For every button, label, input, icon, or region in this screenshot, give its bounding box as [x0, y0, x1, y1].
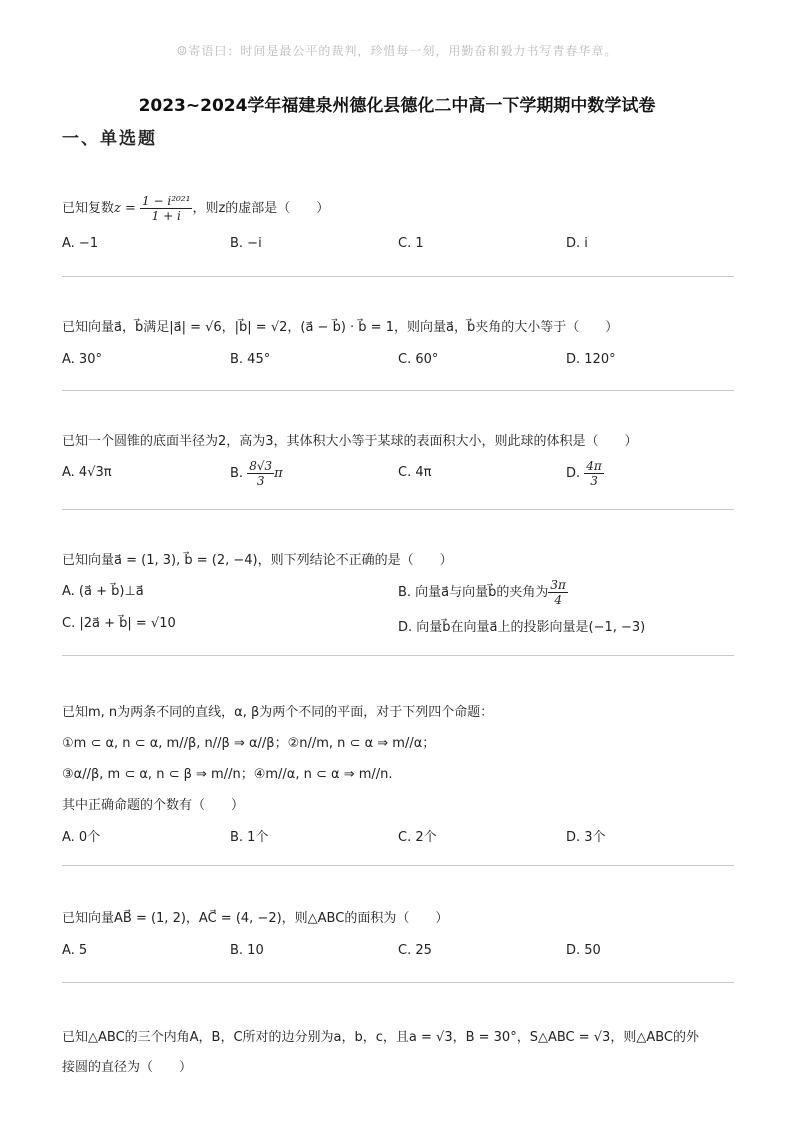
q3-option-b-label: B.	[230, 466, 244, 481]
q5-stem-line-3: ③α//β, m ⊂ α, n ⊂ β ⇒ m//n；④m//α, n ⊂ α ⇒ m//n.	[62, 767, 393, 782]
q1-fraction	[140, 194, 192, 223]
question-3-stem: 已知一个圆锥的底面半径为2，高为3，其体积大小等于某球的表面积大小，则此球的体积是（ ）	[62, 434, 638, 449]
q5-option-a[interactable]: A. 0个	[62, 830, 101, 845]
q1-option-a[interactable]: A. −1	[62, 236, 99, 251]
q3-d-numerator: 4π	[586, 459, 602, 473]
q1-fraction-denominator: 1 + i	[151, 209, 181, 223]
q2-option-b[interactable]: B. 45°	[230, 352, 271, 367]
question-4-options-row-1	[62, 578, 734, 610]
q3-option-b-fraction	[247, 459, 274, 488]
section-heading: 一、单选题	[62, 129, 157, 149]
q4-b-numerator: 3π	[550, 578, 566, 592]
q1-variable: z =	[114, 201, 141, 216]
question-5-stem	[62, 697, 734, 821]
q4-option-b[interactable]	[398, 578, 568, 607]
question-3-options	[62, 459, 734, 495]
q5-option-b[interactable]: B. 1个	[230, 830, 269, 845]
q3-option-b[interactable]	[230, 459, 283, 488]
q7-stem-line-1: 已知△ABC的三个内角A，B，C所对的边分别为a，b，c，且a = √3，B = 30°，S△ABC = √3，则△ABC的外	[62, 1030, 699, 1045]
divider	[62, 865, 734, 866]
question-1-stem	[62, 194, 734, 223]
q5-stem-line-1: 已知m, n为两条不同的直线，α, β为两个不同的平面，对于下列四个命题：	[62, 705, 494, 720]
divider	[62, 390, 734, 391]
q2-option-a[interactable]: A. 30°	[62, 352, 102, 367]
q1-option-c[interactable]: C. 1	[398, 236, 424, 251]
q3-option-d-label: D.	[566, 466, 581, 481]
q3-option-a[interactable]: A. 4√3π	[62, 465, 112, 480]
q5-option-d[interactable]: D. 3个	[566, 830, 606, 845]
question-6-stem: 已知向量AB⃗ = (1, 2)，AC⃗ = (4, −2)，则△ABC的面积为（ ）	[62, 911, 449, 926]
q4-option-c[interactable]: C. |2a⃗ + b⃗| = √10	[62, 616, 176, 631]
q4-b-denominator: 4	[554, 593, 562, 607]
divider	[62, 655, 734, 656]
question-2-stem: 已知向量a⃗，b⃗满足|a⃗| = √6，|b⃗| = √2，(a⃗ − b⃗) · b⃗ = 1，则向量a⃗，b⃗夹角的大小等于（ ）	[62, 320, 619, 335]
q5-option-c[interactable]: C. 2个	[398, 830, 437, 845]
q3-d-denominator: 3	[590, 474, 598, 488]
motto-text: ☺寄语曰：时间是最公平的裁判，珍惜每一刻，用勤奋和毅力书写青春华章。	[176, 44, 618, 58]
question-4-stem: 已知向量a⃗ = (1, 3), b⃗ = (2, −4)，则下列结论不正确的是（ ）	[62, 553, 453, 568]
q3-option-d-fraction	[584, 459, 604, 488]
q3-option-d[interactable]	[566, 459, 604, 488]
q4-option-a[interactable]: A. (a⃗ + b⃗)⊥a⃗	[62, 584, 144, 599]
q4-option-b-label: B. 向量a⃗与向量b⃗的夹角为	[398, 585, 549, 600]
q6-option-b[interactable]: B. 10	[230, 943, 264, 958]
divider	[62, 276, 734, 277]
q1-option-b[interactable]: B. −i	[230, 236, 262, 251]
q1-stem-prefix: 已知复数	[62, 201, 115, 216]
q3-b-denominator: 3	[256, 474, 265, 488]
q6-option-c[interactable]: C. 25	[398, 943, 432, 958]
q4-option-b-fraction	[548, 578, 568, 607]
q5-stem-line-4: 其中正确命题的个数有（ ）	[62, 798, 245, 813]
q3-b-pi: π	[274, 466, 283, 481]
q5-stem-line-2: ①m ⊂ α, n ⊂ α, m//β, n//β ⇒ α//β；②n//m, n ⊂ α ⇒ m//α；	[62, 736, 436, 751]
q7-stem-line-2: 接圆的直径为（ ）	[62, 1060, 193, 1075]
q1-stem-suffix: ，则z的虚部是（ ）	[192, 201, 330, 216]
divider	[62, 982, 734, 983]
q2-option-c[interactable]: C. 60°	[398, 352, 439, 367]
q1-option-d[interactable]: D. i	[566, 236, 588, 251]
q4-option-d[interactable]: D. 向量b⃗在向量a⃗上的投影向量是(−1, −3)	[398, 620, 646, 635]
q3-b-numerator: 8√3	[249, 459, 273, 473]
q3-option-c[interactable]: C. 4π	[398, 465, 432, 480]
q6-option-d[interactable]: D. 50	[566, 943, 601, 958]
q6-option-a[interactable]: A. 5	[62, 943, 88, 958]
q1-fraction-numerator: 1 − i²⁰²¹	[142, 194, 191, 208]
question-7-stem	[62, 1023, 734, 1083]
exam-title: 2023~2024学年福建泉州德化县德化二中高一下学期期中数学试卷	[138, 96, 656, 116]
divider	[62, 509, 734, 510]
q2-option-d[interactable]: D. 120°	[566, 352, 616, 367]
